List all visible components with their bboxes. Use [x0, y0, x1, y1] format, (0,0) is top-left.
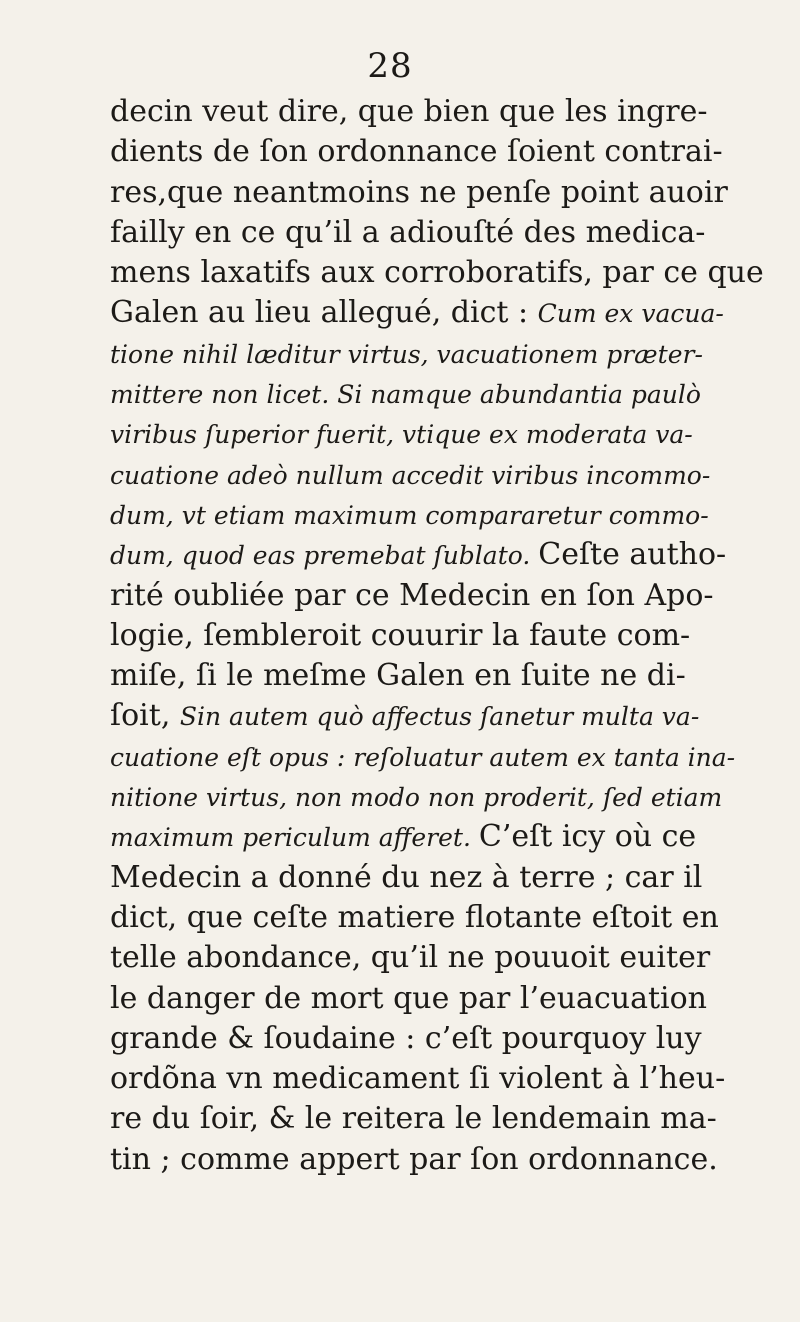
latin-quotation: Sin autem quò affectus ſanetur multa va- [179, 702, 700, 732]
text-line [110, 737, 770, 777]
text-line [110, 696, 770, 736]
text-line [110, 777, 770, 817]
text-line [110, 334, 770, 374]
french-text: tin ; comme appert par ſon ordonnance. [110, 1141, 718, 1177]
text-line [110, 213, 770, 253]
text-line [110, 858, 770, 898]
french-text: le danger de mort que par l’euacuation [110, 980, 707, 1016]
french-text: Ceſte autho- [538, 537, 727, 573]
french-text: failly en ce qu’il a adiouſté des medica- [110, 214, 706, 250]
french-text: logie, ſembleroit couurir la faute com- [110, 617, 691, 653]
french-text: C’eſt icy où ce [478, 819, 697, 855]
latin-quotation: viribus ſuperior fuerit, vtique ex moderata va- [110, 420, 693, 450]
french-text: Medecin a donné du nez à terre ; car il [110, 859, 703, 895]
french-text: re du ſoir, & le reitera le lendemain ma- [110, 1101, 717, 1137]
latin-quotation: Cum ex vacua- [537, 299, 724, 329]
text-line [110, 535, 770, 575]
french-text: res,que neantmoins ne penſe point auoir [110, 174, 728, 210]
text-line [110, 374, 770, 414]
text-line [110, 1099, 770, 1139]
text-line [110, 293, 770, 333]
text-line [110, 938, 770, 978]
text-line [110, 1140, 770, 1180]
latin-quotation: cuatione adeò nullum accedit viribus incommo- [110, 460, 711, 490]
latin-quotation: mittere non licet. Si namque abundantia paulò [110, 380, 701, 410]
text-line [110, 414, 770, 454]
text-line [110, 898, 770, 938]
latin-quotation: cuatione eſt opus : reſoluatur autem ex tanta ina- [110, 742, 736, 772]
latin-quotation: dum, vt etiam maximum compararetur commo- [110, 500, 709, 530]
french-text: dict, que ceſte matiere flotante eſtoit en [110, 899, 719, 935]
french-text: grande & ſoudaine : c’eſt pourquoy luy [110, 1020, 702, 1056]
french-text: telle abondance, qu’il ne pouuoit euiter [110, 940, 711, 976]
latin-quotation: dum, quod eas premebat ſublato. [110, 541, 539, 571]
french-text: mens laxatifs aux corroboratifs, par ce que [110, 255, 764, 291]
text-line [110, 253, 770, 293]
french-text: ſoit, [110, 698, 180, 734]
text-line [110, 495, 770, 535]
text-line [110, 455, 770, 495]
text-line [110, 92, 770, 132]
french-text: ordõna vn medicament ſi violent à l’heu- [110, 1061, 726, 1097]
french-text: dients de ſon ordonnance ſoient contrai- [110, 134, 723, 170]
text-line [110, 576, 770, 616]
body-text [110, 92, 770, 1180]
text-line [110, 173, 770, 213]
page-number: 28 [367, 46, 413, 86]
latin-quotation: maximum periculum afferet. [110, 823, 479, 853]
text-line [110, 132, 770, 172]
latin-quotation: tione nihil læditur virtus, vacuationem præter- [110, 339, 703, 369]
french-text: rité oubliée par ce Medecin en ſon Apo- [110, 577, 714, 613]
text-line [110, 656, 770, 696]
text-line [110, 979, 770, 1019]
text-line [110, 1019, 770, 1059]
french-text: decin veut dire, que bien que les ingre- [110, 94, 708, 129]
text-line [110, 1059, 770, 1099]
text-line [110, 616, 770, 656]
text-line [110, 817, 770, 857]
french-text: miſe, ſi le meſme Galen en ſuite ne di- [110, 658, 686, 694]
french-text: Galen au lieu allegué, dict : [110, 295, 538, 331]
latin-quotation: nitione virtus, non modo non proderit, ſed etiam [110, 783, 723, 813]
